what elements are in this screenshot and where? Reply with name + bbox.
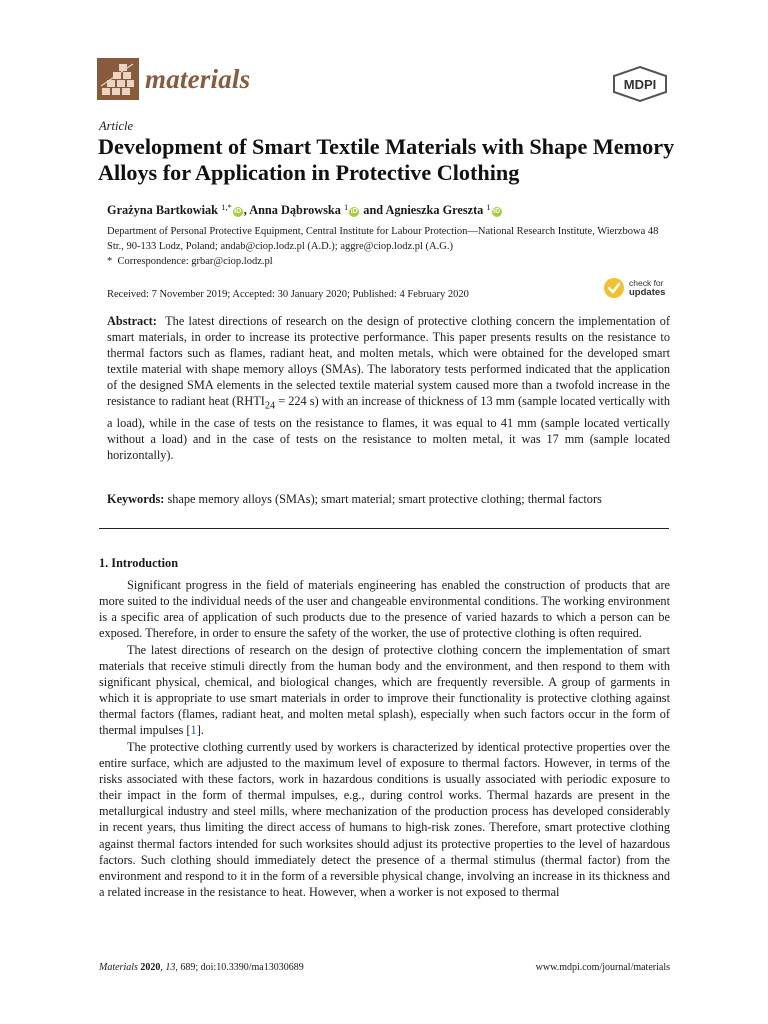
mdpi-logo[interactable] bbox=[612, 66, 668, 107]
section-heading: 1. Introduction bbox=[99, 556, 179, 570]
abstract bbox=[107, 313, 670, 463]
updates-label: updates bbox=[629, 287, 666, 298]
orcid-icon[interactable]: iD bbox=[234, 208, 242, 215]
journal-logo[interactable] bbox=[97, 58, 250, 100]
author-list bbox=[107, 202, 503, 218]
affiliation: Department of Personal Protective Equipment, Central Institute for Labour Protection—National Research Institute, Wierzbowa 48 Str., 90-133 Lodz, Poland; andab@ciop.lodz.pl (A.D.); aggre@ciop.lodz.pl (A.G.) bbox=[107, 226, 659, 252]
paragraph-text: The latest directions of research on the design of protective clothing concern the implementation of smart materials that receive stimuli directly from the human body and the environment, and then respond to them with significant physical, chemical, and biological changes, which are frequently reversible. A group of garments in which it is appropriate to use smart materials in order to improve their functionality is protective clothing against thermal factors (flames, radiant heat, and molten metal splash), especially when such factors occur in the form of thermal impulses [ bbox=[99, 642, 670, 738]
abstract-label: Abstract: bbox=[107, 314, 157, 328]
footer-volume: 13 bbox=[165, 962, 176, 973]
orcid-icon[interactable]: iD bbox=[493, 208, 501, 215]
mdpi-logo-text: MDPI bbox=[623, 77, 657, 92]
mdpi-hexagon-icon bbox=[612, 66, 668, 102]
section-divider bbox=[99, 528, 669, 529]
footer-url[interactable]: www.mdpi.com/journal/materials bbox=[535, 962, 670, 973]
article-type: Article bbox=[99, 119, 134, 133]
correspondence-marker: * bbox=[107, 256, 113, 267]
paragraph-text: ]. bbox=[196, 723, 204, 738]
paragraph: Significant progress in the field of materials engineering has enabled the construction of products that are more suited to the individual needs of the user and changeable environmental conditions. The working environment is a specific area of application of such products due to the presence of varied hazards to which a person can be exposed. Therefore, in order to ensure the safety of the worker, the use of protective clothing is often required. bbox=[99, 578, 670, 641]
paper-title: Development of Smart Textile Materials with Shape Memory Alloys for Application in Protective Clothing bbox=[98, 134, 675, 185]
author-separator: and bbox=[360, 203, 386, 217]
author-name[interactable]: Anna Dąbrowska bbox=[249, 203, 341, 217]
paragraph: The protective clothing currently used by workers is characterized by identical protective properties over the entire surface, which are adjusted to the maximum level of exposure to thermal factors. However, in terms of the risks associated with these factors, work in hazardous conditions is usually associated with periodic exposure to their impact in the form of thermal impulses, e.g., during control works. Thermal hazards are present in the metallurgical industry and steel mills, where mechanization of the production process has developed considerably in recent years, thus limiting the direct access of humans to high-risk zones. Therefore, smart protective clothing against thermal factors intended for such worksites should adjust its protective properties to the level of hazardous factors. Such clothing should immediately detect the presence of a thermal stimulus (thermal factor) from the environment and respond to it in the form of a reversible physical change, involving an increase in its thickness and a related increase in the resistance to heat. However, when a worker is not exposed to thermal bbox=[99, 739, 670, 899]
abstract-text-part2: = 224 s) with an increase of thickness of 13 mm (sample located vertically with a load), while in the case of tests on the resistance to flames, it was equal to 41 mm (sample located vertically without a load) and in the case of tests on the resistance to molten metal, it was 17 mm (sample located horizontally). bbox=[107, 394, 671, 462]
paragraph bbox=[99, 642, 670, 739]
publication-dates: Received: 7 November 2019; Accepted: 30 January 2020; Published: 4 February 2020 bbox=[107, 289, 469, 300]
check-mark-icon bbox=[603, 277, 625, 299]
author-affiliation-mark: 1 bbox=[486, 202, 491, 212]
correspondence bbox=[107, 256, 273, 267]
abstract-subscript: 24 bbox=[264, 400, 276, 412]
journal-name: materials bbox=[145, 63, 251, 94]
stacked-blocks-logo-icon bbox=[97, 58, 139, 100]
author-name[interactable]: Grażyna Bartkowiak bbox=[107, 203, 219, 217]
correspondence-text[interactable]: Correspondence: grbar@ciop.lodz.pl bbox=[117, 256, 273, 267]
footer-journal: Materials bbox=[99, 962, 138, 973]
keywords-text: shape memory alloys (SMAs); smart material; smart protective clothing; thermal factors bbox=[167, 492, 602, 506]
author-name[interactable]: Agnieszka Greszta bbox=[385, 203, 484, 217]
keywords bbox=[107, 492, 670, 507]
citation-link[interactable]: 1 bbox=[190, 723, 197, 738]
abstract-text-part1: The latest directions of research on the design of protective clothing concern the implementation of smart materials, in order to increase its protective performance. This paper presents results on the resistance to thermal factors such as flames, radiant heat, and molten metals, which were obtained for the developed smart textile material with shape memory alloys (SMAs). The laboratory tests performed indicated that the application of the designed SMA elements in the selected textile material system caused more than a twofold increase in the resistance to radiant heat (RHTI bbox=[107, 314, 670, 409]
orcid-icon[interactable]: iD bbox=[350, 208, 358, 215]
keywords-label: Keywords: bbox=[107, 492, 165, 506]
author-affiliation-mark: 1 bbox=[343, 202, 349, 212]
author-separator: , bbox=[243, 203, 250, 217]
footer-citation: Materials 2020, 13, 689; doi:10.3390/ma13030689 bbox=[99, 962, 304, 973]
author-affiliation-mark: 1,* bbox=[221, 202, 232, 212]
check-for-updates-badge[interactable] bbox=[603, 277, 665, 299]
check-for-label: check for bbox=[629, 278, 664, 288]
footer-year: 2020 bbox=[140, 962, 161, 973]
introduction-body bbox=[99, 577, 670, 900]
footer-doi[interactable]: , 689; doi:10.3390/ma13030689 bbox=[175, 962, 304, 973]
